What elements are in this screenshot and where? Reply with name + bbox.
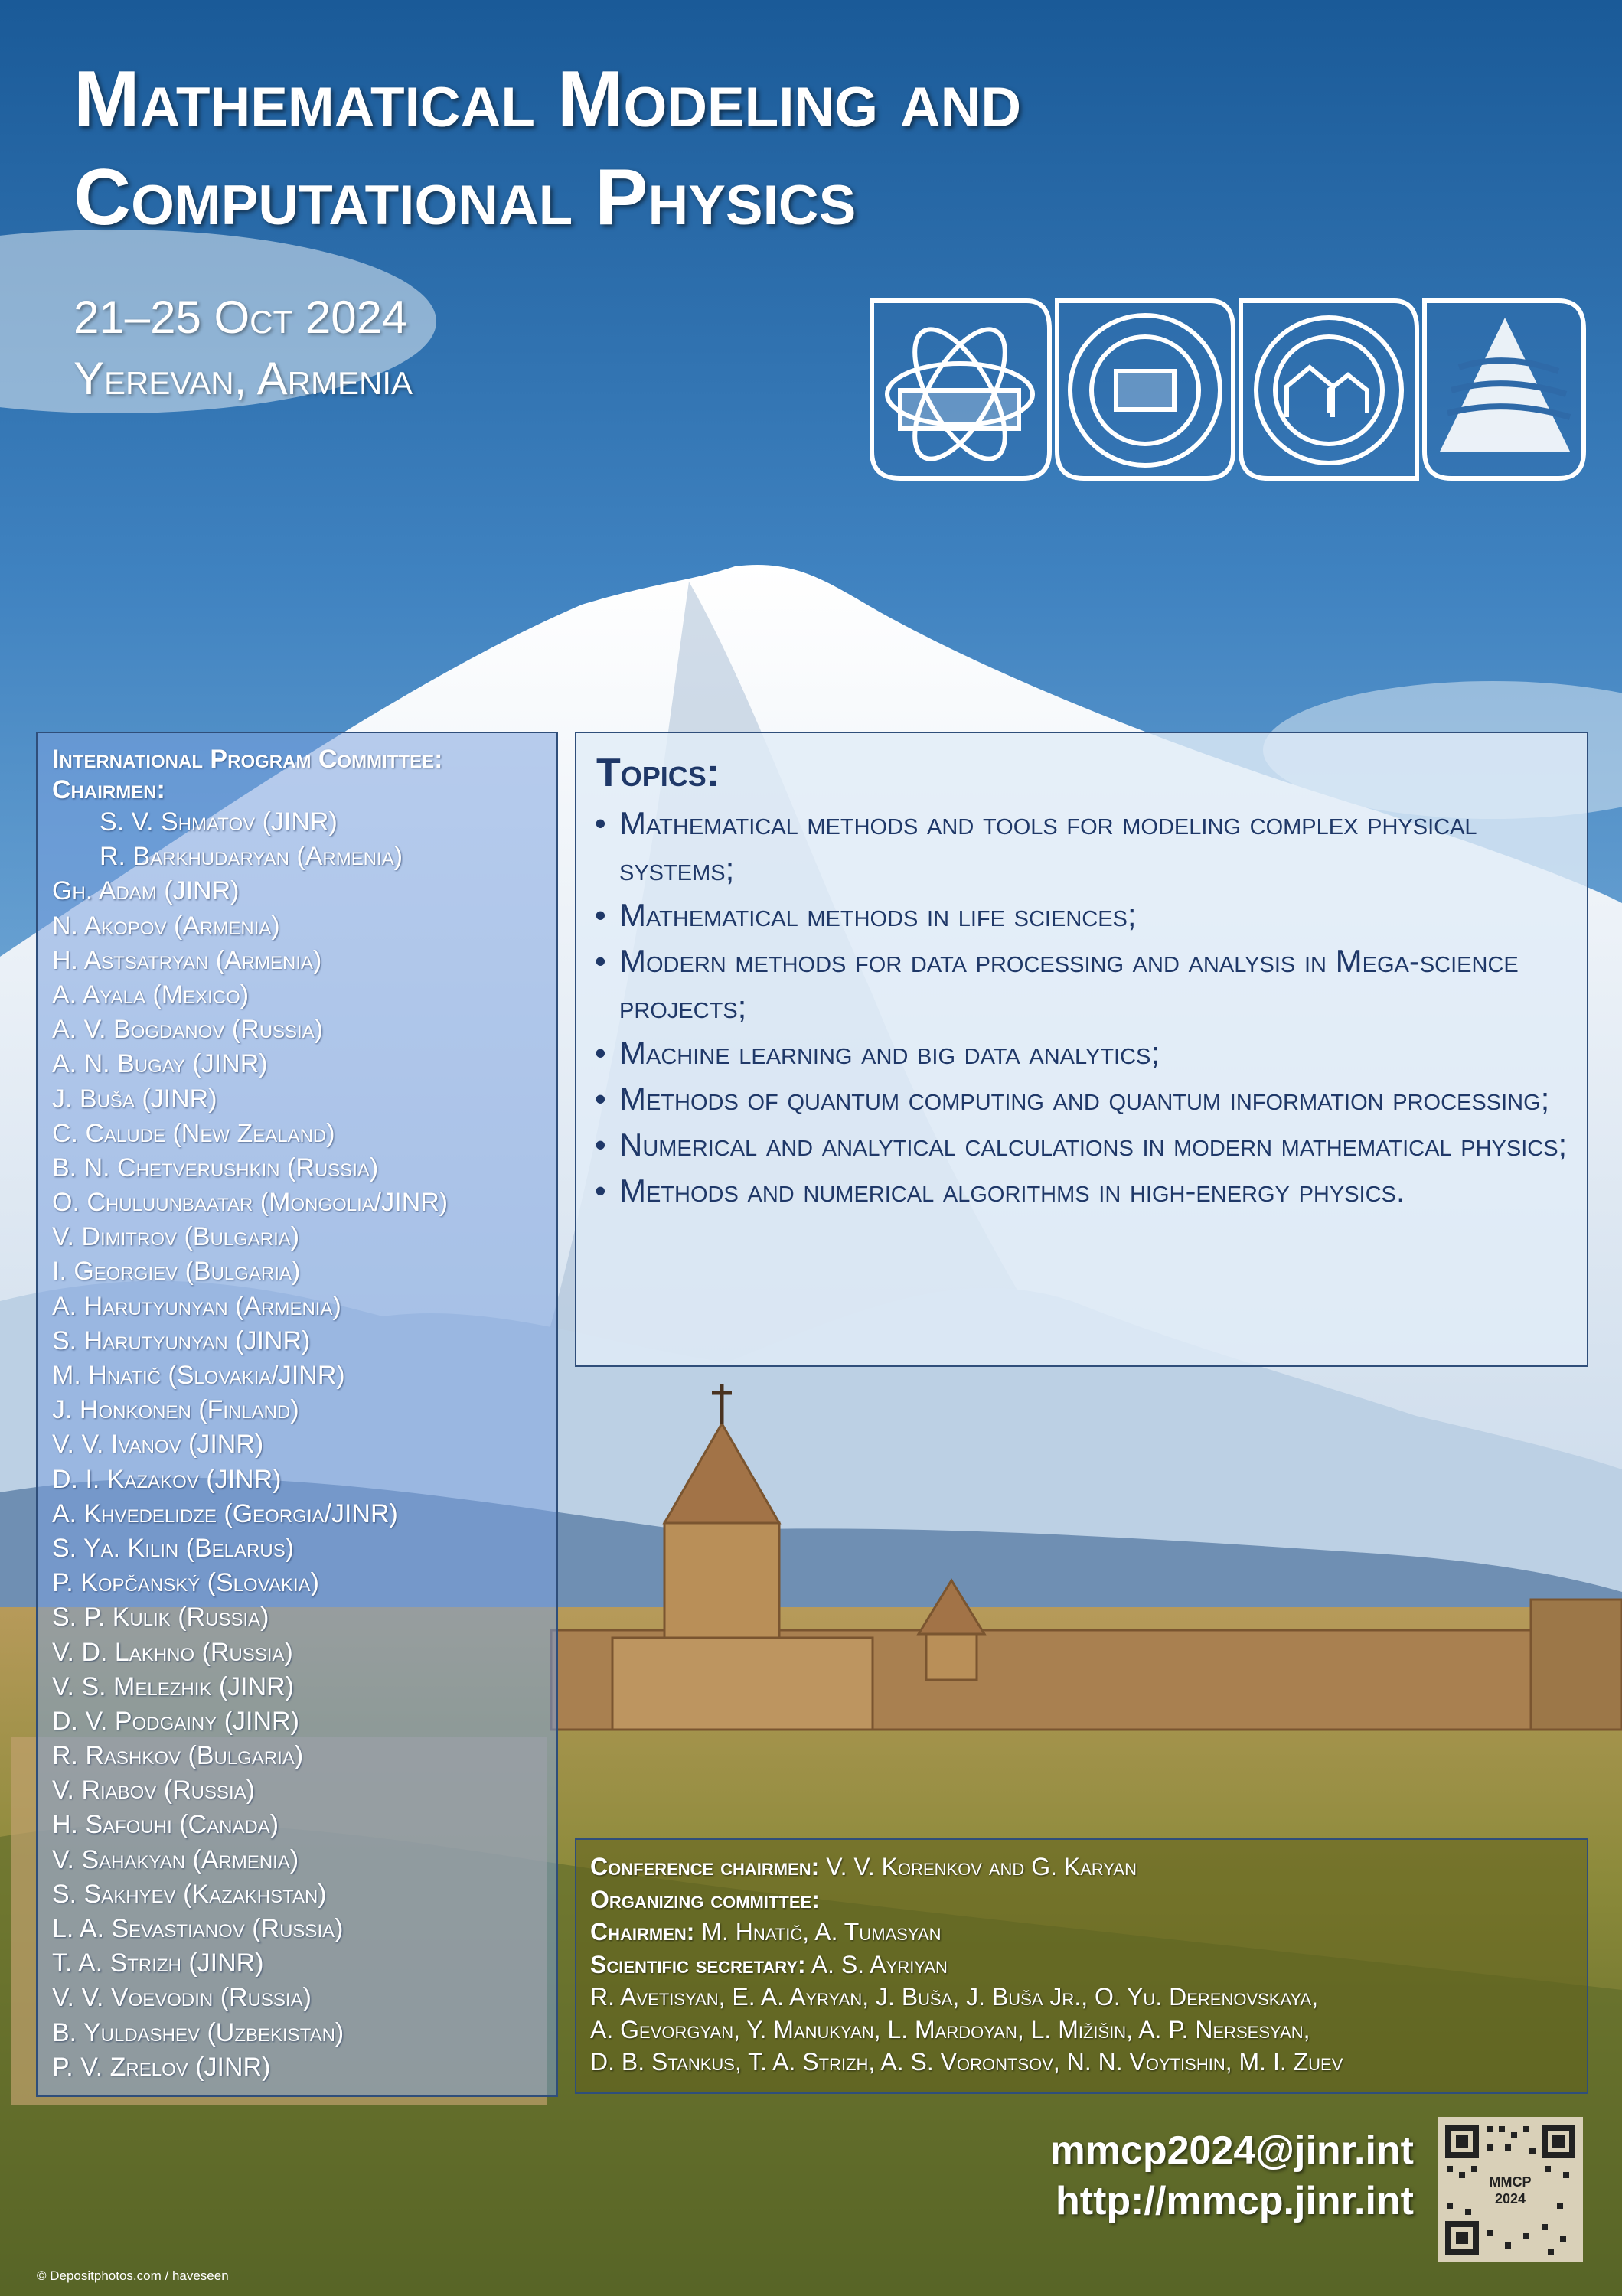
committee-member: H. Astsatryan (Armenia): [52, 945, 322, 975]
scientific-secretary: [590, 1949, 1573, 1981]
topic-text: Mathematical methods in life sciences;: [619, 897, 1137, 933]
committee-member: N. Akopov (Armenia): [52, 911, 280, 941]
organizers-panel: [575, 1838, 1588, 2094]
conference-chairmen: [590, 1851, 1573, 1883]
committee-member: M. Hnatič (Slovakia/JINR): [52, 1361, 345, 1390]
committee-member: T. A. Strizh (JINR): [52, 1949, 264, 1978]
organizer-logos: [870, 298, 1586, 481]
committee-member: V. D. Lakhno (Russia): [52, 1637, 293, 1667]
committee-member: V. Dimitrov (Bulgaria): [52, 1222, 300, 1252]
committee-member: C. Calude (New Zealand): [52, 1118, 335, 1148]
committee-heading: International Program Committee:: [52, 745, 443, 774]
committee-member: B. N. Chetverushkin (Russia): [52, 1153, 379, 1182]
bullet-icon: •: [595, 897, 606, 933]
photo-credit: © Depositphotos.com / haveseen: [37, 2268, 229, 2283]
qr-code-icon[interactable]: [1438, 2117, 1583, 2262]
program-committee-panel: [36, 732, 558, 2097]
topic-item: [589, 1122, 1571, 1168]
conference-chairmen-label: Conference chairmen:: [590, 1853, 820, 1880]
topic-item: [589, 892, 1571, 938]
scientific-secretary-label: Scientific secretary:: [590, 1950, 806, 1978]
committee-member: A. Khvedelidze (Georgia/JINR): [52, 1499, 398, 1528]
committee-chairmen-label: Chairmen:: [52, 775, 165, 804]
bullet-icon: •: [595, 943, 606, 979]
committee-member: A. Ayala (Mexico): [52, 980, 250, 1009]
title-line-2: Computational Physics: [73, 153, 857, 242]
committee-member: J. Buša (JINR): [52, 1084, 217, 1114]
committee-member: V. Sahakyan (Armenia): [52, 1844, 299, 1874]
committee-member: V. S. Melezhik (JINR): [52, 1671, 295, 1701]
bullet-icon: •: [595, 1035, 606, 1071]
committee-member: S. P. Kulik (Russia): [52, 1603, 269, 1632]
committee-member: S. Sakhyev (Kazakhstan): [52, 1879, 327, 1909]
scientific-secretary-value: A. S. Ayriyan: [805, 1950, 948, 1978]
title-line-1: Mathematical Modeling and: [73, 55, 1022, 144]
topic-text: Mathematical methods and tools for modeling complex physical systems;: [619, 805, 1477, 887]
committee-member: S. Harutyunyan (JINR): [52, 1326, 311, 1355]
website-link[interactable]: http://mmcp.jinr.int: [1056, 2179, 1414, 2223]
committee-member: A. Harutyunyan (Armenia): [52, 1291, 341, 1321]
topic-item: [589, 1030, 1571, 1076]
committee-member: D. V. Podgainy (JINR): [52, 1706, 299, 1736]
organizing-chairmen-label: Chairmen:: [590, 1918, 695, 1945]
topic-text: Methods and numerical algorithms in high-energy physics.: [619, 1172, 1405, 1208]
topic-item: [589, 801, 1571, 892]
committee-member: B. Yuldashev (Uzbekistan): [52, 2017, 344, 2047]
organizing-members: D. B. Stankus, T. A. Strizh, A. S. Vorontsov, N. N. Voytishin, M. I. Zuev: [590, 2048, 1343, 2076]
committee-member: S. Ya. Kilin (Belarus): [52, 1533, 295, 1563]
topic-text: Methods of quantum computing and quantum information processing;: [619, 1081, 1550, 1117]
topic-text: Modern methods for data processing and analysis in Mega-science projects;: [619, 943, 1519, 1025]
event-date: 21–25 Oct 2024: [73, 292, 408, 343]
topic-text: Numerical and analytical calculations in modern mathematical physics;: [619, 1127, 1568, 1163]
committee-chair: R. Barkhudaryan (Armenia): [100, 842, 403, 872]
committee-member: V. Riabov (Russia): [52, 1776, 256, 1805]
committee-member: P. V. Zrelov (JINR): [52, 2052, 271, 2082]
topics-panel: [575, 732, 1588, 1367]
page-title: [73, 51, 1375, 246]
topics-heading: Topics:: [596, 751, 720, 795]
organizing-chairmen: [590, 1916, 1573, 1949]
topic-item: [589, 1168, 1571, 1214]
topic-item: [589, 938, 1571, 1030]
committee-member: J. Honkonen (Finland): [52, 1395, 299, 1425]
committee-member: Gh. Adam (JINR): [52, 876, 240, 906]
jinr-logo-icon: [872, 301, 1049, 478]
institute-house-logo-icon: [1241, 301, 1417, 478]
committee-member: A. V. Bogdanov (Russia): [52, 1015, 324, 1045]
bullet-icon: •: [595, 1127, 606, 1163]
organizing-members: R. Avetisyan, E. A. Ayryan, J. Buša, J. Buša Jr., O. Yu. Derenovskaya,: [590, 1983, 1319, 2011]
committee-member: V. V. Ivanov (JINR): [52, 1430, 264, 1459]
committee-member: D. I. Kazakov (JINR): [52, 1464, 282, 1494]
organizing-committee-heading: Organizing committee:: [590, 1885, 820, 1913]
bullet-icon: •: [595, 1081, 606, 1117]
committee-member: H. Safouhi (Canada): [52, 1810, 279, 1840]
conference-chairmen-value: V. V. Korenkov and G. Karyan: [819, 1853, 1137, 1880]
committee-member: I. Georgiev (Bulgaria): [52, 1257, 301, 1287]
tower-round: [1531, 1600, 1622, 1730]
organizing-chairmen-value: M. Hnatič, A. Tumasyan: [694, 1918, 942, 1945]
committee-member: P. Kopčanský (Slovakia): [52, 1568, 319, 1598]
wave-logo-icon: [1425, 301, 1584, 478]
organizing-members: A. Gevorgyan, Y. Manukyan, L. Mardoyan, L. Mižišin, A. P. Nersesyan,: [590, 2015, 1310, 2043]
bullet-icon: •: [595, 1172, 606, 1208]
yerevan-state-university-seal-icon: [1057, 301, 1233, 478]
organizing-committee-label: [590, 1883, 1573, 1916]
committee-member: L. A. Sevastianov (Russia): [52, 1914, 344, 1943]
small-drum: [926, 1634, 977, 1680]
qr-label-line2: 2024: [1494, 2191, 1526, 2206]
qr-label-line1: MMCP: [1489, 2174, 1532, 2190]
committee-member: O. Chuluunbaatar (Mongolia/JINR): [52, 1188, 449, 1218]
committee-member: V. V. Voevodin (Russia): [52, 1983, 312, 2013]
event-location: Yerevan, Armenia: [73, 353, 413, 404]
bullet-icon: •: [595, 805, 606, 841]
topic-text: Machine learning and big data analytics;: [619, 1035, 1160, 1071]
committee-chair: S. V. Shmatov (JINR): [100, 807, 338, 837]
committee-member: A. N. Bugay (JINR): [52, 1049, 268, 1079]
topics-list: [589, 801, 1571, 1214]
church-body: [612, 1638, 873, 1730]
contact-email[interactable]: mmcp2024@jinr.int: [1049, 2128, 1414, 2173]
committee-member: R. Rashkov (Bulgaria): [52, 1741, 304, 1771]
topic-item: [589, 1076, 1571, 1122]
